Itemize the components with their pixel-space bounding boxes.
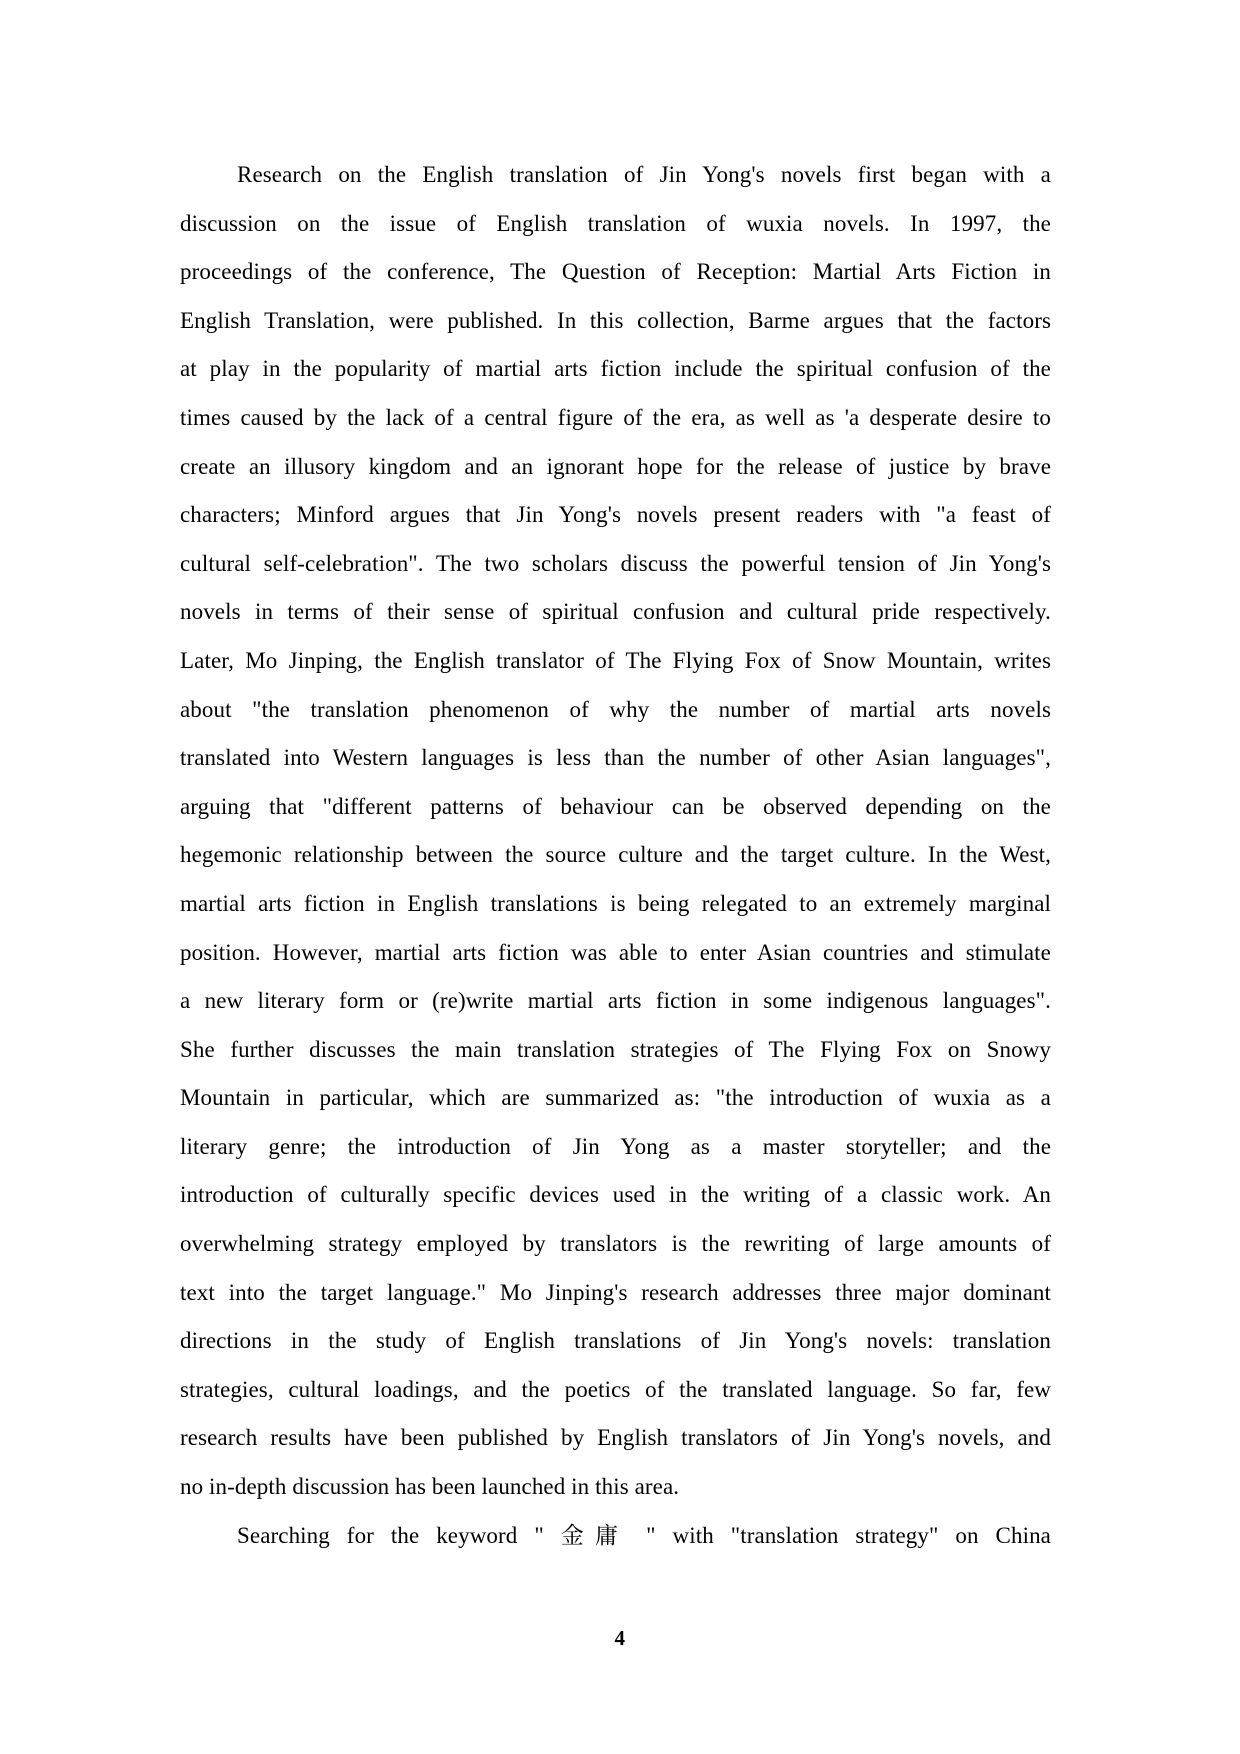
paragraph-line: position. However, martial arts fiction was able to enter Asian countries and stimulate bbox=[180, 939, 1051, 965]
page-number: 4 bbox=[614, 1626, 626, 1650]
paragraph-line: strategies, cultural loadings, and the poetics of the translated language. So far, few bbox=[180, 1376, 1051, 1402]
paragraph-line: times caused by the lack of a central figure of the era, as well as 'a desperate desire to bbox=[180, 404, 1051, 430]
paragraph-line: overwhelming strategy employed by translators is the rewriting of large amounts of bbox=[180, 1231, 1051, 1257]
paragraph-line: arguing that "different patterns of behaviour can be observed depending on the bbox=[180, 793, 1051, 819]
paragraph-line: Research on the English translation of Jin Yong's novels first began with a bbox=[237, 162, 1051, 187]
paragraph-line: Searching for the keyword " 金庸 " with "translation strategy" on China bbox=[237, 1522, 1051, 1548]
paragraph-line: literary genre; the introduction of Jin Yong as a master storyteller; and the bbox=[180, 1133, 1051, 1159]
paragraph-line: introduction of culturally specific devices used in the writing of a classic work. An bbox=[180, 1182, 1051, 1208]
paragraph-line: translated into Western languages is less than the number of other Asian languages", bbox=[180, 745, 1051, 771]
paragraph-line: novels in terms of their sense of spiritual confusion and cultural pride respectively. bbox=[180, 599, 1051, 625]
paragraph-line: martial arts fiction in English translations is being relegated to an extremely marginal bbox=[180, 890, 1051, 916]
paragraph-line: Mountain in particular, which are summarized as: "the introduction of wuxia as a bbox=[180, 1085, 1051, 1111]
paragraph-line: English Translation, were published. In this collection, Barme argues that the factors bbox=[180, 307, 1051, 333]
paragraph-line: no in-depth discussion has been launched in this area. bbox=[180, 1474, 680, 1500]
paragraph-line: characters; Minford argues that Jin Yong's novels present readers with "a feast of bbox=[180, 502, 1051, 528]
paragraph-line: research results have been published by English translators of Jin Yong's novels, and bbox=[180, 1425, 1051, 1451]
paragraph-line: hegemonic relationship between the source culture and the target culture. In the West, bbox=[180, 842, 1051, 868]
paragraph-line: discussion on the issue of English translation of wuxia novels. In 1997, the bbox=[180, 210, 1051, 236]
text-block bbox=[180, 151, 1051, 1560]
paragraph-line: directions in the study of English translations of Jin Yong's novels: translation bbox=[180, 1328, 1051, 1354]
paragraph-line: text into the target language." Mo Jinping's research addresses three major dominant bbox=[180, 1279, 1051, 1305]
paragraph-line: a new literary form or (re)write martial arts fiction in some indigenous languages". bbox=[180, 988, 1051, 1014]
paragraph-line: about "the translation phenomenon of why the number of martial arts novels bbox=[180, 696, 1051, 722]
paragraph-line: create an illusory kingdom and an ignorant hope for the release of justice by brave bbox=[180, 453, 1051, 479]
paragraph-line: at play in the popularity of martial arts fiction include the spiritual confusion of the bbox=[180, 356, 1051, 382]
paragraph-line: Later, Mo Jinping, the English translator of The Flying Fox of Snow Mountain, writes bbox=[180, 647, 1051, 673]
paragraph-line: proceedings of the conference, The Question of Reception: Martial Arts Fiction in bbox=[180, 259, 1051, 285]
paragraph-line: She further discusses the main translation strategies of The Flying Fox on Snowy bbox=[180, 1036, 1051, 1062]
paragraph-line: cultural self-celebration". The two scholars discuss the powerful tension of Jin Yong's bbox=[180, 550, 1051, 576]
